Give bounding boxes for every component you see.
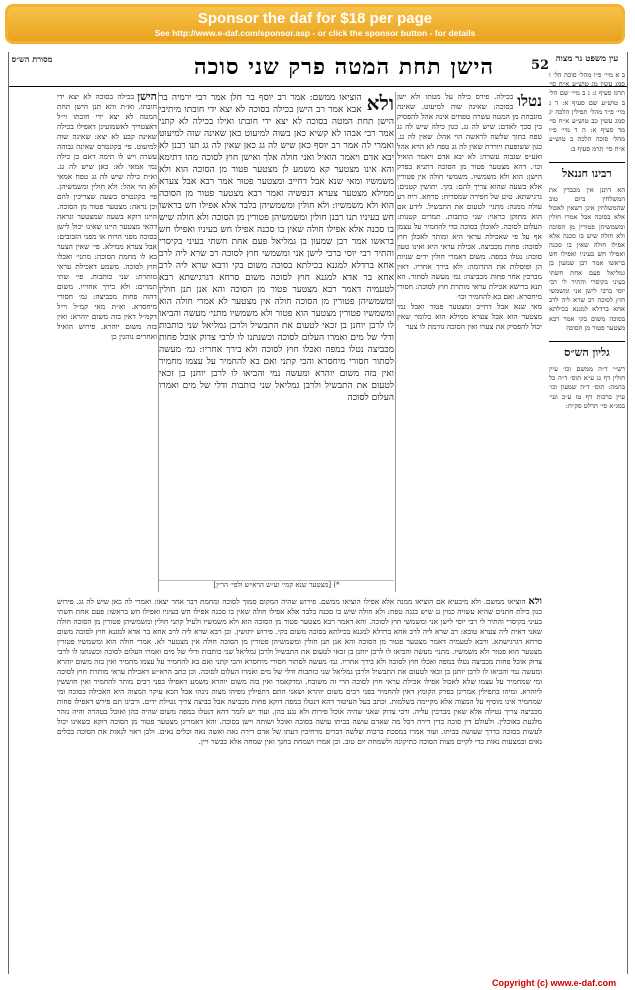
column-divider-right [395,92,396,592]
column-divider-left [158,92,159,592]
gemara-text: הוציאו ממשם: אמר רב יוסף בר חלן אמר רבי ירמיה בר אבא אמר רב הישן בכילה בסוכה לא יצא ידי חובתו מיתיבי הישן תחת המטה בסוכה לא יצא ידי חובתו ואילו בכילה לא קתני אמר רבי אבהו לא קשיא כאן בשוה למיעוט כאן שאינה שוה למיעוט ואמרי לה אמר רב יוסף כאן שיש לה גג כאן שאין לה גג תנו רבנן לא יבא אדם ויאמר הואיל ואני חולה אלך ואישן חוץ לסוכה מהו דתימא והא אינו מצטער קא משמע לן מצטער פטור מן הסוכה הוא ולא משמשיו ומאי שנא אבל דחייב ומצטער פטור אמר רבא אבל צערא ממילא מצטער צערא דנפשיה ואמר רבא מצטער פטור מן הסוכה הוא ולא משמשיו: ולא חולין ומשמשיהן בלבד אלא אפילו חש בראשו חש בעיניו תנו רבנן חולין ומשמשיהן פטורין מן הסוכה ולא חולה שיש בו סכנה אלא אפילו חולה שאין בו סכנה אפילו חש בעיניו ואפילו חש בראשו אמר רבן שמעון בן גמליאל פעם אחת חשתי בעיני בקיסרי והתיר רבי יוסי ברבי לישן אני ומשמשי חוץ לסוכה רב שרא ליה לרב אחא ברדלא למגנא בכילתא בסוכה משום בקי ורבא שרא ליה לרב אחא בר אדא למגנא חוץ לסוכה משום סרחא דגרגישתא רבא לטעמיה דאמר רבא מצטער פטור מן הסוכה והא אנן תנן חולין ומשמשיהן פטורין מן הסוכה חולה אין מצטער לא אמרי חולה הוא ומשמשיו פטורין מצטער הוא פטור ולא משמשיו מתני׳ מעשה והביאו לו לרבן יוחנן בן זכאי לטעום את התבשיל ולרבן גמליאל שני כותבות ודלי של מים ואמרו העלום לסוכה וכשנתנו לו לרבי צדוק אוכל פחות מכביצה נטלו במפה ואכלו חוץ לסוכה ולא בירך אחריו: גמ׳ מעשה לסתור חסורי מיחסרא והכי קתני ואם בא להחמיר על עצמו מחמיר ואין בזה משום יוהרא ומעשה נמי והביאו לו לרבן יוחנן בן זכאי לטעום את התבשיל ולרבן גמליאל שני כותבות ודלי של מים ואמרו העלום לסוכה [159,93,394,403]
talmud-page [8,52,628,974]
ein-mishpat-entries: ב א מיי׳ פ״ו מהל׳ סוכה הל׳ ו סמג עשין מג טוש״ע א״ח סי׳ תרמ סעיף ג: ג ב מיי׳ שם הל׳ ב טוש״ע שם סעיף א: ד ג מיי׳ פ״ד מהל׳ תפילין הלכה יג סמג עשין כב טוש״ע א״ח סי׳ מד סעיף א: ה ד מיי׳ פ״ו מהל׳ סוכה הלכה ב טוש״ע א״ח סי׳ תרמ סעיף ב: [549,71,625,153]
rashi-text: בכילה. פירס כילה על מטתו ולא ישן בסוכה: שאינה שוה למיעוט. שאינה מוגבהת מן המטה עשרה טפחים אינה אהל להפסיק בין סכך לאדם: שיש לה גג. כגון כילה שיש לה גג טפח בתוך שלשה לראשה הוי אהל: שאין לה גג. כגון ששופעת ויורדת שאין לה גג טפח לא הויא אהל ואע״פ שגבוה עשרה: לא יבא אדם ויאמר הואיל וכו׳. דהא מצטער פטור מן הסוכה דתניא בפרק הישן: הוא ולא משמשיו. משמשי חולה אין פטורין אלא בשעה שהוא צריך להם: בקי. יתושין קטנים: גרגישתא. טיט של חפירה שמסריח: סרחא. ריח רע עולה ממנה: מתני׳ לטעום את התבשיל. לידע אם הוא מתוקן כראוי: שני כותבות. תמרים קטנות: העלום לסוכה. לאוכלן בסוכה כדי להחמיר על עצמן אף על פי שאכילת עראי היא ומותר לאכלן חוץ לסוכה: פחות מכביצה. אכילת עראי היא ואינו טעון סוכה: נטלו במפה. משום דאמרי חולין ידים שניות הן ופוסלות את התרומה: ולא בירך אחריו. דאין מברכין אחר פחות מכביצה: גמ׳ מעשה לסתור. הא תנא ברישא אכילת עראי מותרת חוץ לסוכה: חסורי מיחסרא. ואם בא להחמיר וכו׳ [397,92,542,301]
page-title: הישן תחת המטה פרק שני סוכה [194,54,494,80]
tosafot-text: בכילה בסוכה לא יצא ידי חובתו. וא״ת והא תנן הישן תחת המטה לא יצא ידי חובתו וי״ל דאצטריך לאשמועינן דאפילו בכילה שאינה קבע לא יצא: שאינה שוה למיעוט. פי׳ בקונטרס שאינה גבוהה עשרה ויש לו תימה דאם כן כילה נמי אמאי לא: כאן שיש לה גג. וא״ת כילה שיש לה גג טפח אמאי לא הוי אהל: ולא חולין ומשמשיהן. פי׳ בקונטרס בשעה שצריכין להם וכן נראה: מצטער פטור מן הסוכה. היינו דוקא בשעה שמצטער ונראה דהאי מצטער היינו שאינו יכול לישן בסוכה מפני הרוח או מפני הזבובים: אבל צערא ממילא. פי׳ שאין הצער בא לו מחמת הסוכה: מתני׳ ואכלו חוץ לסוכה. משמע דאכילת עראי מותרת: שני כותבות. פי׳ שתי תמרים: ולא בירך אחריו. משום דהוה פחות מכביצה: גמ׳ חסורי מיחסרא. וא״ת מאי קמ״ל וי״ל דקמ״ל דאין בזה משום יוהרא: ואין בזה משום יוהרא. פירוש הואיל ואחרים נוהגין כן [57,92,157,341]
gilyon-heading: גליון הש״ס [549,341,625,359]
tosafot-opening-word: הישן [137,92,157,103]
rabbeinu-chananel-text: הא דתנן אין מכבדין את המשלחין ביום טוב שהמשלחין אינן רשאין לאכול אלא בסוכה אבל אמרו חולין ומשמשיהן פטורין מן הסוכה ולא חולה שיש בו סכנה אלא אפילו חולה שאין בו סכנה ואפילו חש בעיניו ואפילו חש בראשו אמר רבן שמעון בן גמליאל פעם אחת חשתי בעיני בקיסרי והתיר לי רבי יוסי ברבי לישן אני ומשמשי חוץ לסוכה רב שרא ליה לרב אחא ברדלא למגנא בכילתא בסוכה משום בקי אמר רבא מצטער פטור מן הסוכה [549,185,625,332]
sponsor-subtitle[interactable]: See http://www.e-daf.com/sponsor.asp - or click the sponsor button - for details [154,28,476,38]
right-margin-caption: עין משפט נר מצוה [555,54,619,64]
sponsor-title[interactable]: Sponsor the daf for $18 per page [197,10,433,27]
bottom-commentary-text: הוציאו ממשם. ולא מיבעיא אם הוציאו ממנה אלא אפילו הוציאו ממשם. פירוש שהיה המקום סמוך לסוכה ומחמת דבר אחר יצאו: ואמרי לה כאן שיש לה גג. פירוש כגון כילת חתנים שהיא עשויה כמין גג שיש בגגה טפח: ולא חולה שיש בו סכנה בלבד אלא אפילו חולה שאין בו סכנה אפילו חש בעיניו ואפילו חש בראשו: פעם אחת חשתי בעיני בקיסרי והתיר לי רבי יוסי לישן אני ומשמשי חוץ לסוכה. והא דאמר רבא מצטער פטור מן הסוכה הוא ולא משמשיו ולעיל קתני חולין ומשמשיהן פטורין מן הסוכה חולה שאני דאית ליה צערא טובא: רב שרא ליה לרב אחא ברדלא למגנא בכילתא בסוכה משום בקי. פירוש יתושין. וכן רבא שרא ליה לרב אחא בר אדא למגנא חוץ לסוכה משום סרחא דגרגישתא. ורבא לטעמיה דאמר מצטער פטור מן הסוכה והא אנן תנן חולין ומשמשיהן פטורין מן הסוכה חולה אין מצטער לא. אמרי חולה הוא ומשמשיו פטורין מצטער הוא פטור ולא משמשיו. מתני׳ מעשה והביאו לו לרבן יוחנן בן זכאי לטעום את התבשיל ולרבן גמליאל שני כותבות ודלי של מים ואמרו העלום לסוכה וכשנתנו לו לרבי צדוק אוכל פחות מכביצה נטלו במפה ואכלו חוץ לסוכה ולא בירך אחריו. גמ׳ מעשה לסתור חסורי מיחסרא והכי קתני ואם בא להחמיר על עצמו מחמיר ואין בזה משום יוהרא ומעשה נמי והביאו לו לרבן יוחנן בן זכאי לטעום את התבשיל ולרבן גמליאל שני כותבות ודלי של מים ואמרו העלום לסוכה. וכן כתב הרא״ש דאכילת עראי מותרת חוץ לסוכה ומי שמחמיר על עצמו שלא לאכול אפילו אכילת עראי חוץ לסוכה הרי זה משובח. ומדקאמר ואין בזה משום יוהרא משמע דאפילו בפני רבים מותר להחמיר ואין חוששין ליוהרא. ומיהו בתפילין אמרינן בפרק הקומץ דאין להחמיר בפני רבים משום יוהרא ושאני התם דתפילין גופיהו מצוה נינהו אבל הכא עיקר המצוה היא האכילה בסוכה ומי שמחמיר אינו מוסיף על המצוה אלא מקיימה בשלמות. וכתב בעל העיטור דהא דנטלו במפה דוקא פחות מכביצה אבל כביצה צריך נטילת ידים. ורבינו תם פירש דאפילו פחות מכביצה צריך נטילה אלא שאין מברכין עליה. ורבי צדוק שאני שהיה אוכל פירות ולא נגע בהן. ועוד יש לומר דהא דנטלו במפה משום שהיה כהן ואוכל בטהרה והיה נזהר מלגעת באוכלין. ולעולם דין סוכה כדין דירה דכל מה שאדם עושה בביתו עושה בסוכה ואוכל ושותה וישן בסוכה. והא דאמרינן מצטער פטור מן הסוכה דוקא כשאינו יכול לעשות בסוכה כדרך שעושה בביתו. ועוד אמרו במסכת ברכות שלשה דברים מרחיבין דעתו של אדם דירה נאה ואשה נאה וכלים נאים. ולכן ראוי לנאות את הסוכה בכלים נאים ובמצעות נאות כדי לקיים מצות הסוכה כתיקונה ולשמחת יום טוב. וכן אמרו ושמחת בחגך ואין שמחה אלא בבשר ויין. [57,597,542,746]
gemara-main-text [159,92,394,592]
gemara-footnote: *) [מצטער שנא קמי׳ וע״ש הרא״ש ולפי׳ הר״ן] [159,580,394,589]
header-rule [9,86,627,87]
sponsor-banner[interactable] [5,4,625,44]
gilyon-text: רש״י ד״ה ממשם וכו׳ עיין חולין דף נג ע״א תוס׳ ד״ה כל בהמה: תוס׳ ד״ה שמעון וכו׳ עיין ברכות דף טז ע״ב ועי׳ במג״א סי׳ תרלט סק״ח: [549,365,625,410]
rashi-commentary [397,92,542,592]
bottom-commentary [57,597,542,972]
page-number: 52 [531,58,550,73]
left-margin-caption: מסורת הש״ס [11,54,53,64]
copyright-notice: Copyright (c) www.e-daf.com [492,978,617,988]
rashi-extra-text: מאי שנא אבל דחייב ומצטער פטור ואבל נמי מצטער הוא אבל צערא ממילא הוא כלומר שאין יכול להפסיק את צערו ואין הסוכה גורמת לו צער [397,302,542,331]
tosafot-commentary [57,92,157,592]
right-margin [549,54,625,934]
bottom-opening-word: ולא [528,597,542,607]
gemara-opening-word: ולא [366,92,394,115]
rashi-opening-word: נטלו [517,92,542,110]
rabbeinu-chananel-heading: רבינו חננאל [549,162,625,180]
left-margin [11,54,53,934]
